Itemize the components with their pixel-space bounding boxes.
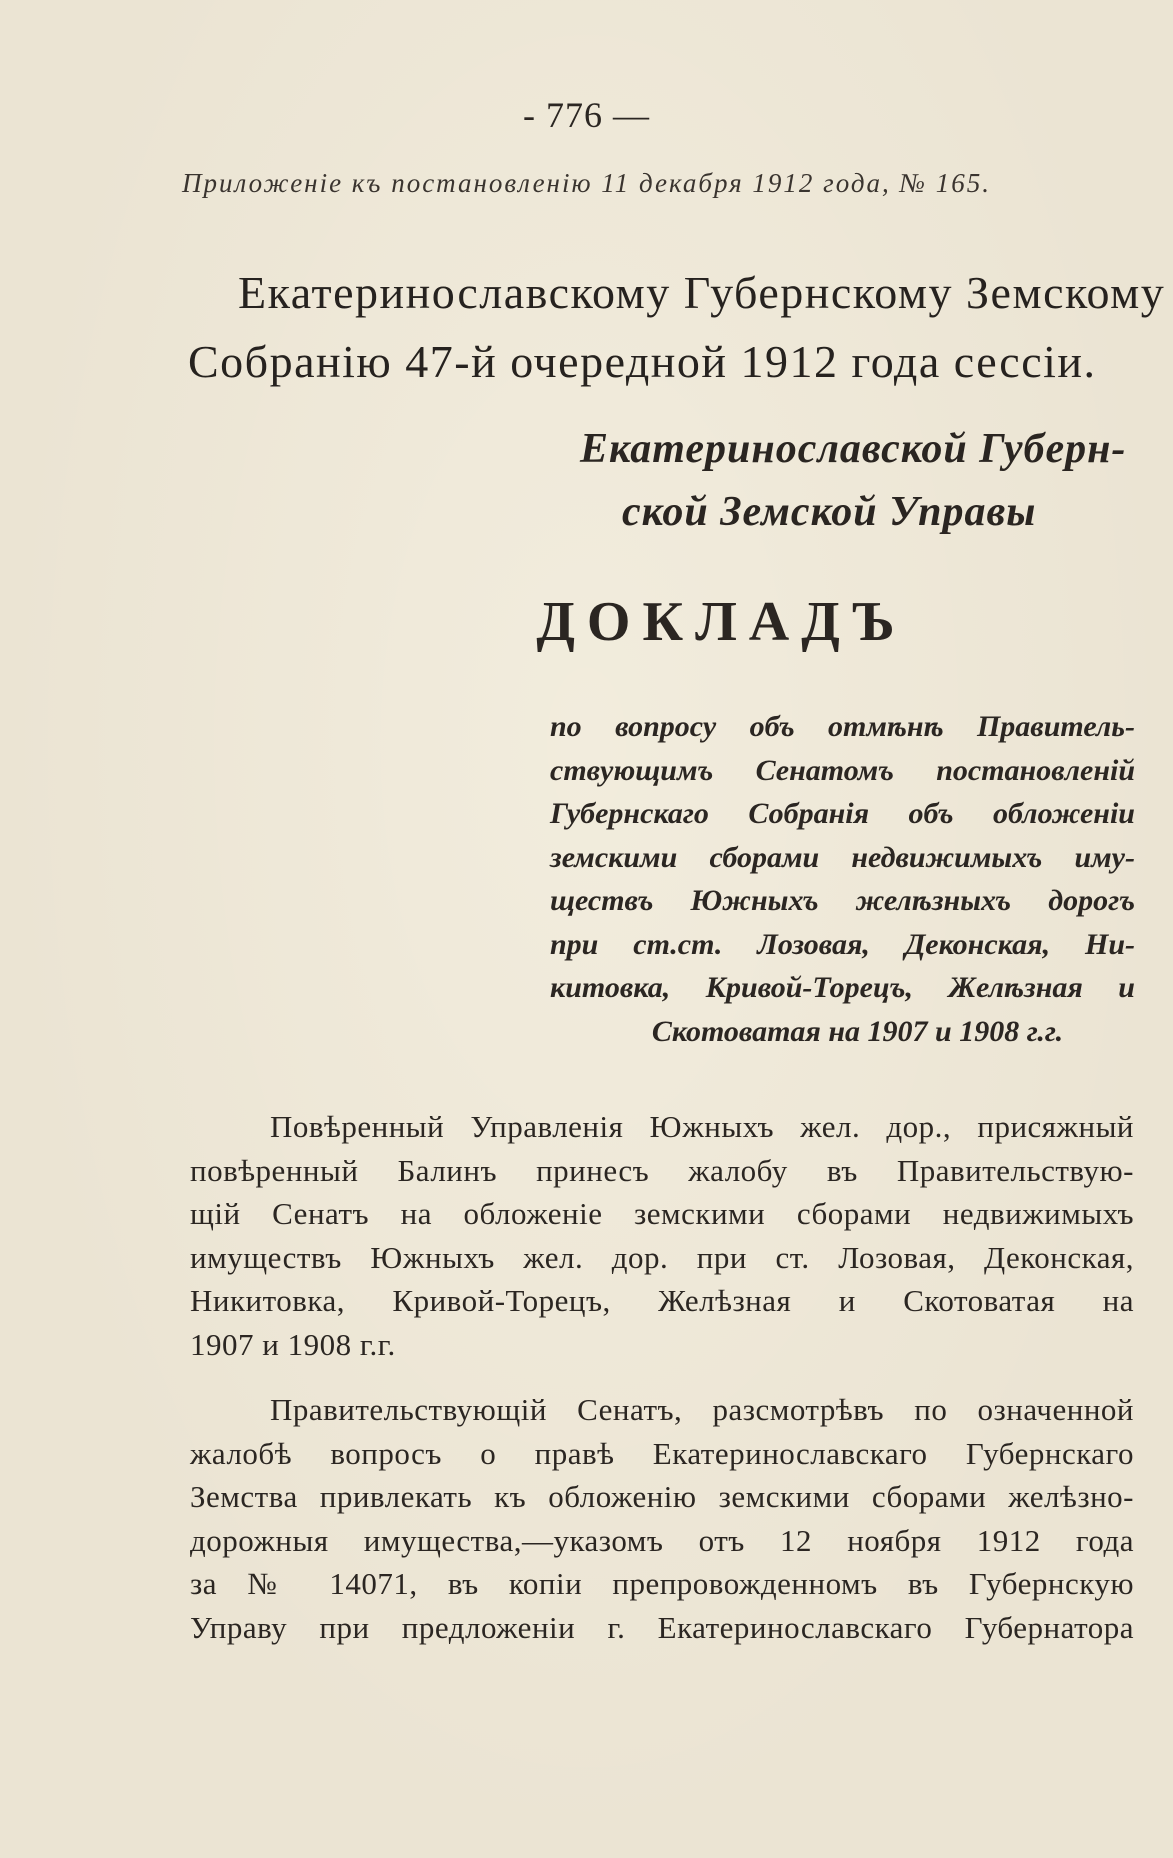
subject-line: земскими сборами недвижимыхъ иму- — [550, 840, 1135, 874]
issuer-line-1: Екатеринославской Губерн- — [580, 426, 1127, 472]
subject-line: ствующимъ Сенатомъ постановленій — [550, 753, 1135, 787]
paragraph-2-line: дорожныя имущества,—указомъ отъ 12 ноября 1912 года — [190, 1522, 1134, 1558]
subject-line: ществъ Южныхъ желѣзныхъ дорогъ — [550, 884, 1135, 917]
subject-line: китовка, Кривой-Торецъ, Желѣзная и — [550, 971, 1135, 1004]
addressee-line-2: Собранію 47-й очередной 1912 года сессіи. — [188, 336, 1097, 387]
paragraph-gap — [190, 1366, 1134, 1388]
paragraph-1-line: повѣренный Балинъ принесъ жалобу въ Правительствую- — [190, 1152, 1134, 1188]
subject-line: по вопросу объ отмѣнѣ Правитель- — [550, 710, 1135, 743]
subject-line: Губернскаго Собранія объ обложеніи — [550, 797, 1135, 830]
paragraph-2-line: Земства привлекать къ обложенію земскими сборами желѣзно- — [190, 1479, 1134, 1514]
document-title: ДОКЛАДЪ — [536, 591, 907, 653]
paragraph-2-line: Управу при предложеніи г. Екатеринославскаго Губернатора — [190, 1609, 1134, 1645]
paragraph-2-line: за № 14071, въ копіи препровожденномъ въ Губернскую — [190, 1566, 1134, 1601]
subject-line: Скотоватая на 1907 и 1908 г.г. — [651, 1014, 1064, 1048]
appendix-note: Приложеніе къ постановленію 11 декабря 1912 года, № 165. — [182, 168, 991, 198]
body-text — [190, 1105, 1134, 1649]
page-number: - 776 — — [523, 95, 650, 135]
paragraph-2-line: Правительствующій Сенатъ, разсмотрѣвъ по означенной — [270, 1392, 1134, 1427]
paragraph-2-line: жалобѣ вопросъ о правѣ Екатеринославскаго Губернскаго — [190, 1435, 1134, 1471]
issuer-line-2: ской Земской Управы — [622, 489, 1037, 535]
paragraph-1-line: щій Сенатъ на обложеніе земскими сборами недвижимыхъ — [190, 1196, 1134, 1231]
addressee-line-1: Екатеринославскому Губернскому Земскому — [238, 267, 1166, 318]
paragraph-1-line: имуществъ Южныхъ жел. дор. при ст. Лозовая, Деконская, — [190, 1239, 1134, 1275]
paragraph-1-line: Никитовка, Кривой-Торецъ, Желѣзная и Скотоватая на — [190, 1283, 1134, 1318]
report-subject — [550, 705, 1135, 1053]
paragraph-1-line: 1907 и 1908 г.г. — [190, 1326, 396, 1362]
paragraph-1-line: Повѣренный Управленія Южныхъ жел. дор., присяжный — [270, 1109, 1134, 1144]
subject-line: при ст.ст. Лозовая, Деконская, Ни- — [550, 927, 1135, 961]
